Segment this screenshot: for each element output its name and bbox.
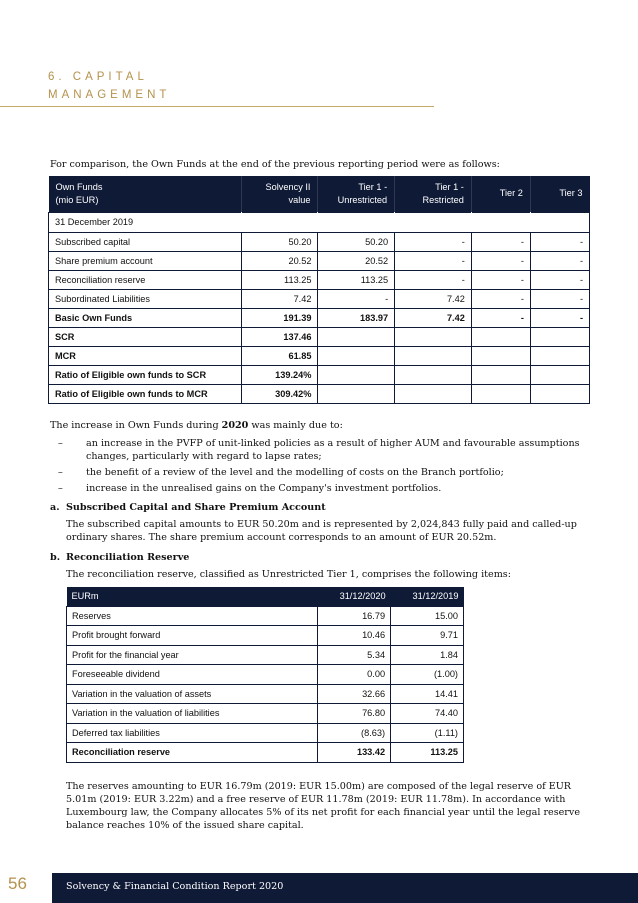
table-row-total: Reconciliation reserve 133.42 113.25 bbox=[67, 743, 464, 763]
intro-text: For comparison, the Own Funds at the end of the previous reporting period were as follows: bbox=[50, 159, 500, 170]
table-row: Reconciliation reserve 113.25 113.25 - - - bbox=[49, 270, 590, 289]
table-row: Share premium account 20.52 20.52 - - - bbox=[49, 251, 590, 270]
header-solvency-ii: Solvency II value bbox=[241, 176, 318, 212]
table-row-ratio-mcr: Ratio of Eligible own funds to MCR 309.42% bbox=[49, 384, 590, 403]
list-item: – an increase in the PVFP of unit-linked policies as a result of higher AUM and favourable assumptions changes, particularly with regard to lapse rates; bbox=[58, 438, 580, 462]
increase-paragraph: The increase in Own Funds during 2020 was mainly due to: bbox=[50, 420, 343, 431]
table-header-row bbox=[67, 587, 464, 606]
table-row-ratio-scr: Ratio of Eligible own funds to SCR 139.24% bbox=[49, 365, 590, 384]
table-row-scr: SCR 137.46 bbox=[49, 327, 590, 346]
table-row: Deferred tax liabilities (8.63) (1.11) bbox=[67, 723, 464, 743]
table-row: Subscribed capital 50.20 50.20 - - - bbox=[49, 232, 590, 251]
subsection-b-body: The reconciliation reserve, classified as Unrestricted Tier 1, comprises the following items: bbox=[66, 569, 511, 580]
title-divider bbox=[0, 106, 434, 107]
closing-paragraph: The reserves amounting to EUR 16.79m (2019: EUR 15.00m) are composed of the legal reserve of EUR 5.01m (2019: EUR 3.22m) and a free reserve of EUR 11.78m (2019: EUR 11.78m). In accordance with Luxembourg law, the Company allocates 5% of its net profit for each financial year until the legal reserve balance reaches 10% of the issued share capital. bbox=[66, 781, 580, 831]
list-item: – increase in the unrealised gains on the Company's investment portfolios. bbox=[58, 483, 442, 494]
table-row: Reserves 16.79 15.00 bbox=[67, 606, 464, 626]
subsection-a-body: The subscribed capital amounts to EUR 50.20m and is represented by 2,024,843 fully paid and called-up ordinary shares. The share premium account corresponds to an amount of EUR 20.52m. bbox=[66, 519, 577, 543]
date-row bbox=[49, 212, 590, 232]
header-own-funds: Own Funds (mio EUR) bbox=[49, 176, 242, 212]
section-title bbox=[48, 68, 170, 104]
date-label: 31 December 2019 bbox=[49, 212, 590, 232]
table-row: Variation in the valuation of assets 32.66 14.41 bbox=[67, 684, 464, 704]
table-row: Foreseeable dividend 0.00 (1.00) bbox=[67, 665, 464, 685]
section-title-line2: MANAGEMENT bbox=[48, 89, 171, 101]
reconciliation-reserve-table bbox=[66, 587, 464, 763]
table-row-total: Basic Own Funds 191.39 183.97 7.42 - - bbox=[49, 308, 590, 327]
table-row: Subordinated Liabilities 7.42 - 7.42 - - bbox=[49, 289, 590, 308]
header-tier3: Tier 3 bbox=[530, 176, 589, 212]
footer-report-title: Solvency & Financial Condition Report 2020 bbox=[66, 881, 284, 892]
subsection-a-heading: a. Subscribed Capital and Share Premium Account bbox=[50, 502, 326, 513]
header-2019: 31/12/2019 bbox=[391, 587, 464, 606]
header-2020: 31/12/2020 bbox=[318, 587, 391, 606]
header-eurm: EURm bbox=[67, 587, 318, 606]
list-item: – the benefit of a review of the level and the modelling of costs on the Branch portfolio; bbox=[58, 467, 504, 478]
subsection-b-heading: b. Reconciliation Reserve bbox=[50, 552, 190, 563]
table-row: Profit for the financial year 5.34 1.84 bbox=[67, 645, 464, 665]
own-funds-table bbox=[48, 176, 590, 404]
table-row: Profit brought forward 10.46 9.71 bbox=[67, 626, 464, 646]
page-number: 56 bbox=[8, 874, 27, 893]
table-row: Variation in the valuation of liabilities 76.80 74.40 bbox=[67, 704, 464, 724]
header-tier1-restricted: Tier 1 - Restricted bbox=[395, 176, 472, 212]
header-tier2: Tier 2 bbox=[471, 176, 530, 212]
bullet-list bbox=[58, 437, 598, 498]
table-row-mcr: MCR 61.85 bbox=[49, 346, 590, 365]
section-title-line1: 6. CAPITAL bbox=[48, 71, 148, 83]
header-tier1-unrestricted: Tier 1 - Unrestricted bbox=[318, 176, 395, 212]
table-header-row bbox=[49, 176, 590, 212]
